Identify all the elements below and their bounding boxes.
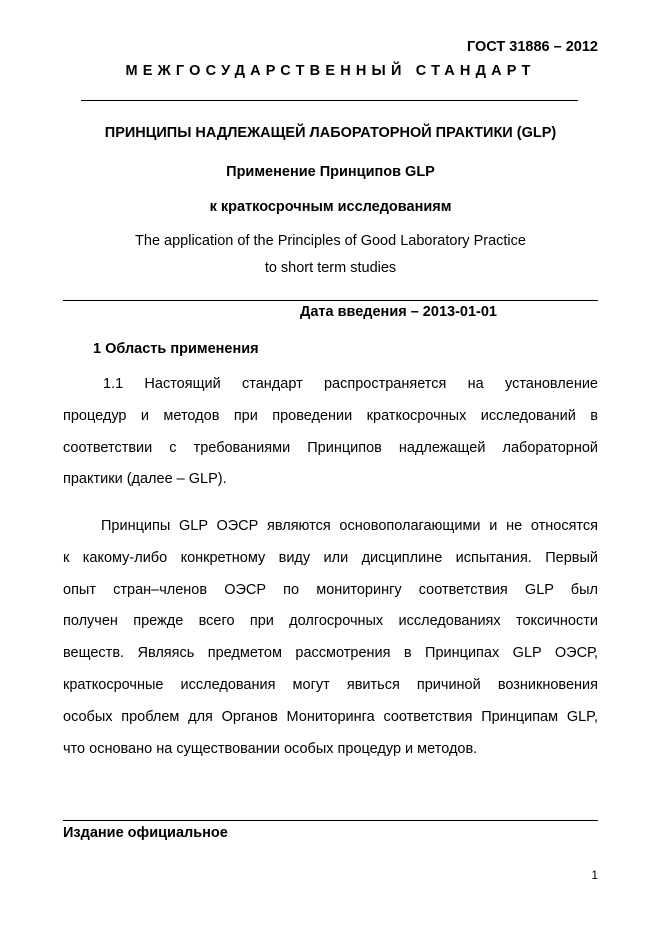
document-title: ПРИНЦИПЫ НАДЛЕЖАЩЕЙ ЛАБОРАТОРНОЙ ПРАКТИКИ (GLP) <box>104 125 557 141</box>
section-heading: 1 Область применения <box>93 341 259 357</box>
paragraph-line: 1.1 Настоящий стандарт распространяется на установление <box>103 376 598 392</box>
english-title-line-1: The application of the Principles of Good Laboratory Practice <box>135 233 526 249</box>
paragraph-1 <box>63 369 598 496</box>
official-edition-label: Издание официальное <box>63 825 228 841</box>
paragraph-line: краткосрочные исследования могут явиться причиной возникновения <box>63 676 598 693</box>
paragraph-line: Принципы GLP ОЭСР являются основополагающими и не относятся <box>101 518 598 534</box>
paragraph-line: процедур и методов при проведении краткосрочных исследований в <box>63 407 598 424</box>
header-divider <box>81 100 578 101</box>
page-number: 1 <box>591 868 598 882</box>
paragraph-line: к какому-либо конкретному виду или дисциплине испытания. Первый <box>63 549 598 566</box>
footer-divider <box>63 820 598 821</box>
paragraph-line: соответствии с требованиями Принципов надлежащей лабораторной <box>63 439 598 456</box>
paragraph-2 <box>63 511 598 765</box>
introduction-date: Дата введения – 2013-01-01 <box>300 304 497 320</box>
english-title-line-2: to short term studies <box>264 260 397 276</box>
paragraph-line: веществ. Являясь предметом рассмотрения в Принципах GLP ОЭСР, <box>63 645 598 662</box>
paragraph-line: опыт стран–членов ОЭСР по мониторингу соответствия GLP был <box>63 581 598 598</box>
document-subtitle-2: к краткосрочным исследованиям <box>209 199 452 215</box>
paragraph-line: особых проблем для Органов Мониторинга соответствия Принципам GLP, <box>63 708 598 725</box>
paragraph-line: получен прежде всего при долгосрочных исследованиях токсичности <box>63 613 598 630</box>
gost-number: ГОСТ 31886 – 2012 <box>466 39 598 55</box>
paragraph-line: что основано на существовании особых процедур и методов. <box>63 740 478 757</box>
title-divider <box>63 300 598 301</box>
document-subtitle-1: Применение Принципов GLP <box>226 164 435 180</box>
paragraph-line: практики (далее – GLP). <box>63 471 227 488</box>
interstate-standard-heading: МЕЖГОСУДАРСТВЕННЫЙ СТАНДАРТ <box>125 63 536 79</box>
